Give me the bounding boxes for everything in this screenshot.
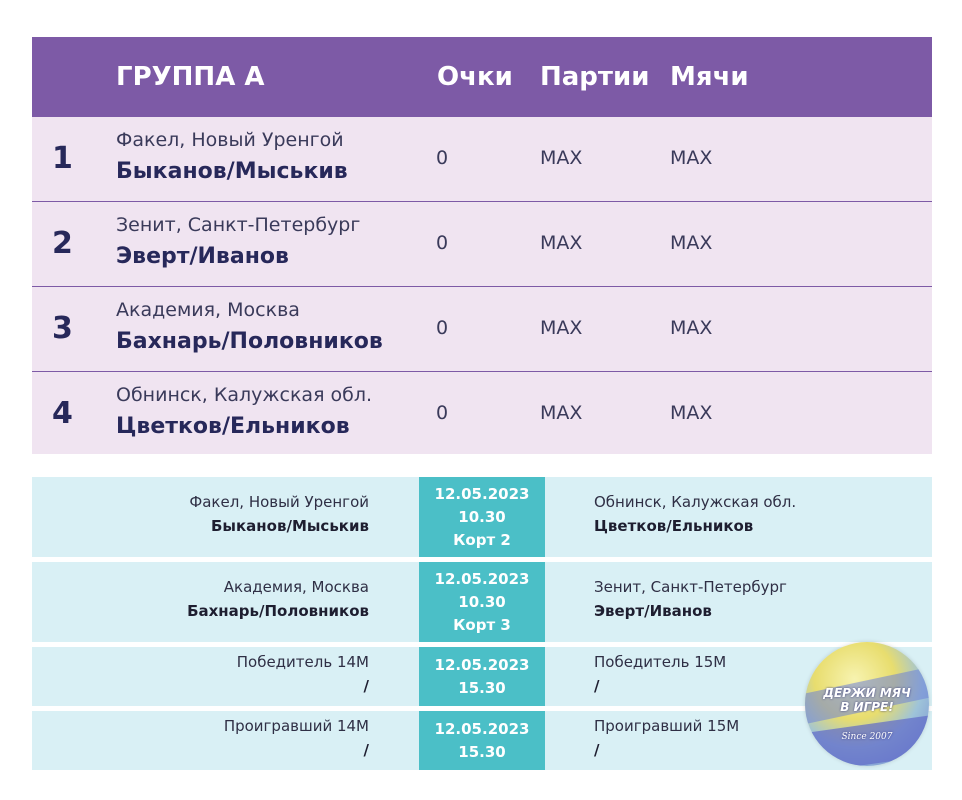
team-name: Зенит, Санкт-Петербург [116, 214, 361, 236]
away-team: Зенит, Санкт-Петербург [594, 578, 787, 596]
pair-name: Бахнарь/Половников [116, 329, 383, 354]
home-side [189, 493, 369, 535]
match-info [419, 647, 545, 706]
home-side [224, 717, 369, 759]
match-row [32, 477, 932, 557]
pair-name: Эверт/Иванов [116, 244, 289, 269]
sets-value: MAX [540, 147, 583, 169]
rank: 4 [52, 396, 73, 431]
match-date: 12.05.2023 [434, 719, 530, 738]
match-row [32, 647, 932, 706]
home-pair: Быканов/Мыськив [211, 517, 369, 535]
match-row [32, 562, 932, 642]
points-value: 0 [436, 232, 449, 254]
away-side [594, 493, 796, 535]
match-row [32, 711, 932, 770]
away-side [594, 578, 787, 620]
home-pair: / [363, 677, 369, 695]
match-info [419, 562, 545, 642]
away-pair: / [594, 677, 600, 695]
away-team: Обнинск, Калужская обл. [594, 493, 797, 511]
volleyball-logo-icon [805, 642, 929, 766]
standings-row [32, 372, 932, 454]
sets-column-header: Партии [540, 62, 650, 92]
team-name: Обнинск, Калужская обл. [116, 384, 373, 406]
match-time: 10.30 [458, 592, 506, 611]
balls-value: MAX [670, 232, 713, 254]
away-team: Победитель 15М [594, 653, 727, 671]
standings-table [32, 37, 932, 454]
away-pair: Цветков/Ельников [594, 517, 754, 535]
match-date: 12.05.2023 [434, 484, 530, 503]
home-pair: Бахнарь/Половников [187, 602, 369, 620]
match-court: Корт 2 [453, 530, 511, 549]
team-name: Академия, Москва [116, 299, 300, 321]
home-side [237, 653, 369, 695]
home-team: Проигравший 14М [223, 717, 369, 735]
sets-value: MAX [540, 402, 583, 424]
away-pair: Эверт/Иванов [594, 602, 712, 620]
match-time: 15.30 [458, 678, 506, 697]
home-team: Академия, Москва [223, 578, 369, 596]
team-name: Факел, Новый Уренгой [116, 129, 344, 151]
pair-name: Быканов/Мыськив [116, 159, 348, 184]
match-info [419, 477, 545, 557]
balls-value: MAX [670, 147, 713, 169]
group-title: ГРУППА А [116, 62, 265, 92]
match-date: 12.05.2023 [434, 655, 530, 674]
points-value: 0 [436, 317, 449, 339]
balls-column-header: Мячи [670, 62, 749, 92]
away-side [594, 653, 726, 695]
standings-row [32, 202, 932, 287]
points-value: 0 [436, 402, 449, 424]
rank: 3 [52, 311, 73, 346]
match-info [419, 711, 545, 770]
rank: 2 [52, 226, 73, 261]
match-time: 10.30 [458, 507, 506, 526]
home-team: Факел, Новый Уренгой [189, 493, 369, 511]
home-side [187, 578, 369, 620]
standings-row [32, 287, 932, 372]
standings-header [32, 37, 932, 117]
logo-text-since: Since 2007 [841, 732, 893, 742]
sets-value: MAX [540, 232, 583, 254]
home-pair: / [363, 741, 369, 759]
logo-text-line2: В ИГРЕ! [840, 700, 894, 714]
pair-name: Цветков/Ельников [116, 414, 350, 439]
standings-row [32, 117, 932, 202]
points-column-header: Очки [437, 62, 513, 92]
match-schedule [32, 477, 932, 775]
home-team: Победитель 14М [236, 653, 369, 671]
balls-value: MAX [670, 317, 713, 339]
logo-text-line1: ДЕРЖИ МЯЧ [823, 686, 911, 700]
away-pair: / [594, 741, 600, 759]
balls-value: MAX [670, 402, 713, 424]
away-side [594, 717, 739, 759]
sets-value: MAX [540, 317, 583, 339]
rank: 1 [52, 141, 73, 176]
match-date: 12.05.2023 [434, 569, 530, 588]
match-court: Корт 3 [453, 615, 511, 634]
match-time: 15.30 [458, 742, 506, 761]
points-value: 0 [436, 147, 449, 169]
away-team: Проигравший 15М [594, 717, 740, 735]
